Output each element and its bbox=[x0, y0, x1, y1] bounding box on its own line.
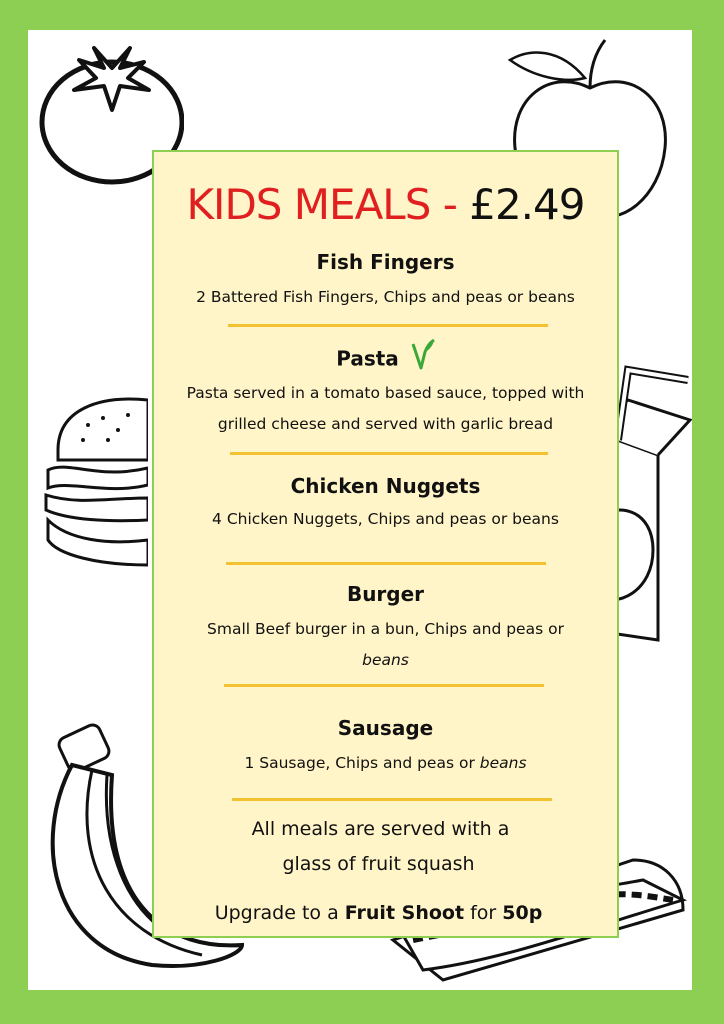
menu-card bbox=[152, 150, 619, 938]
menu-item-sausage bbox=[154, 714, 617, 779]
vegetarian-leaf-icon bbox=[409, 338, 435, 370]
footer-note bbox=[154, 812, 617, 882]
separator bbox=[224, 684, 544, 687]
upgrade-product: Fruit Shoot bbox=[344, 902, 465, 924]
item-description-line-1: Pasta served in a tomato based sauce, topped with bbox=[186, 384, 585, 402]
separator bbox=[232, 798, 552, 801]
item-name-row bbox=[154, 344, 617, 376]
burger-icon bbox=[38, 380, 148, 570]
item-description-line-2: grilled cheese and served with garlic bread bbox=[217, 415, 554, 433]
menu-item-pasta bbox=[154, 344, 617, 440]
footer-line-1: All meals are served with a bbox=[251, 818, 510, 840]
title-text: KIDS MEALS - bbox=[186, 180, 470, 229]
upgrade-text-mid: for bbox=[464, 902, 503, 924]
menu-page bbox=[28, 30, 692, 990]
item-description: 4 Chicken Nuggets, Chips and peas or beans bbox=[212, 510, 559, 528]
item-description-line-2: beans bbox=[362, 651, 409, 669]
item-name: Fish Fingers bbox=[316, 250, 455, 274]
item-description: 2 Battered Fish Fingers, Chips and peas or beans bbox=[196, 288, 575, 306]
item-description-line-1: Small Beef burger in a bun, Chips and peas or bbox=[207, 620, 564, 638]
separator bbox=[230, 452, 548, 455]
item-name: Chicken Nuggets bbox=[290, 474, 481, 498]
item-name: Pasta bbox=[336, 346, 399, 371]
menu-item-fish-fingers bbox=[154, 248, 617, 313]
menu-title bbox=[154, 180, 617, 230]
title-price: £2.49 bbox=[469, 180, 585, 229]
upgrade-offer bbox=[140, 896, 617, 931]
item-description-italic: beans bbox=[479, 754, 527, 772]
upgrade-text: Upgrade to a bbox=[214, 902, 345, 924]
separator bbox=[228, 324, 548, 327]
item-name: Sausage bbox=[337, 716, 434, 740]
item-description-text: 1 Sausage, Chips and peas or bbox=[244, 754, 480, 772]
item-description bbox=[154, 748, 617, 779]
upgrade-price: 50p bbox=[502, 902, 543, 924]
item-name: Burger bbox=[346, 582, 425, 606]
menu-item-burger bbox=[154, 580, 617, 676]
menu-item-chicken-nuggets bbox=[154, 472, 617, 535]
footer-line-2: glass of fruit squash bbox=[282, 853, 475, 875]
separator bbox=[226, 562, 546, 565]
